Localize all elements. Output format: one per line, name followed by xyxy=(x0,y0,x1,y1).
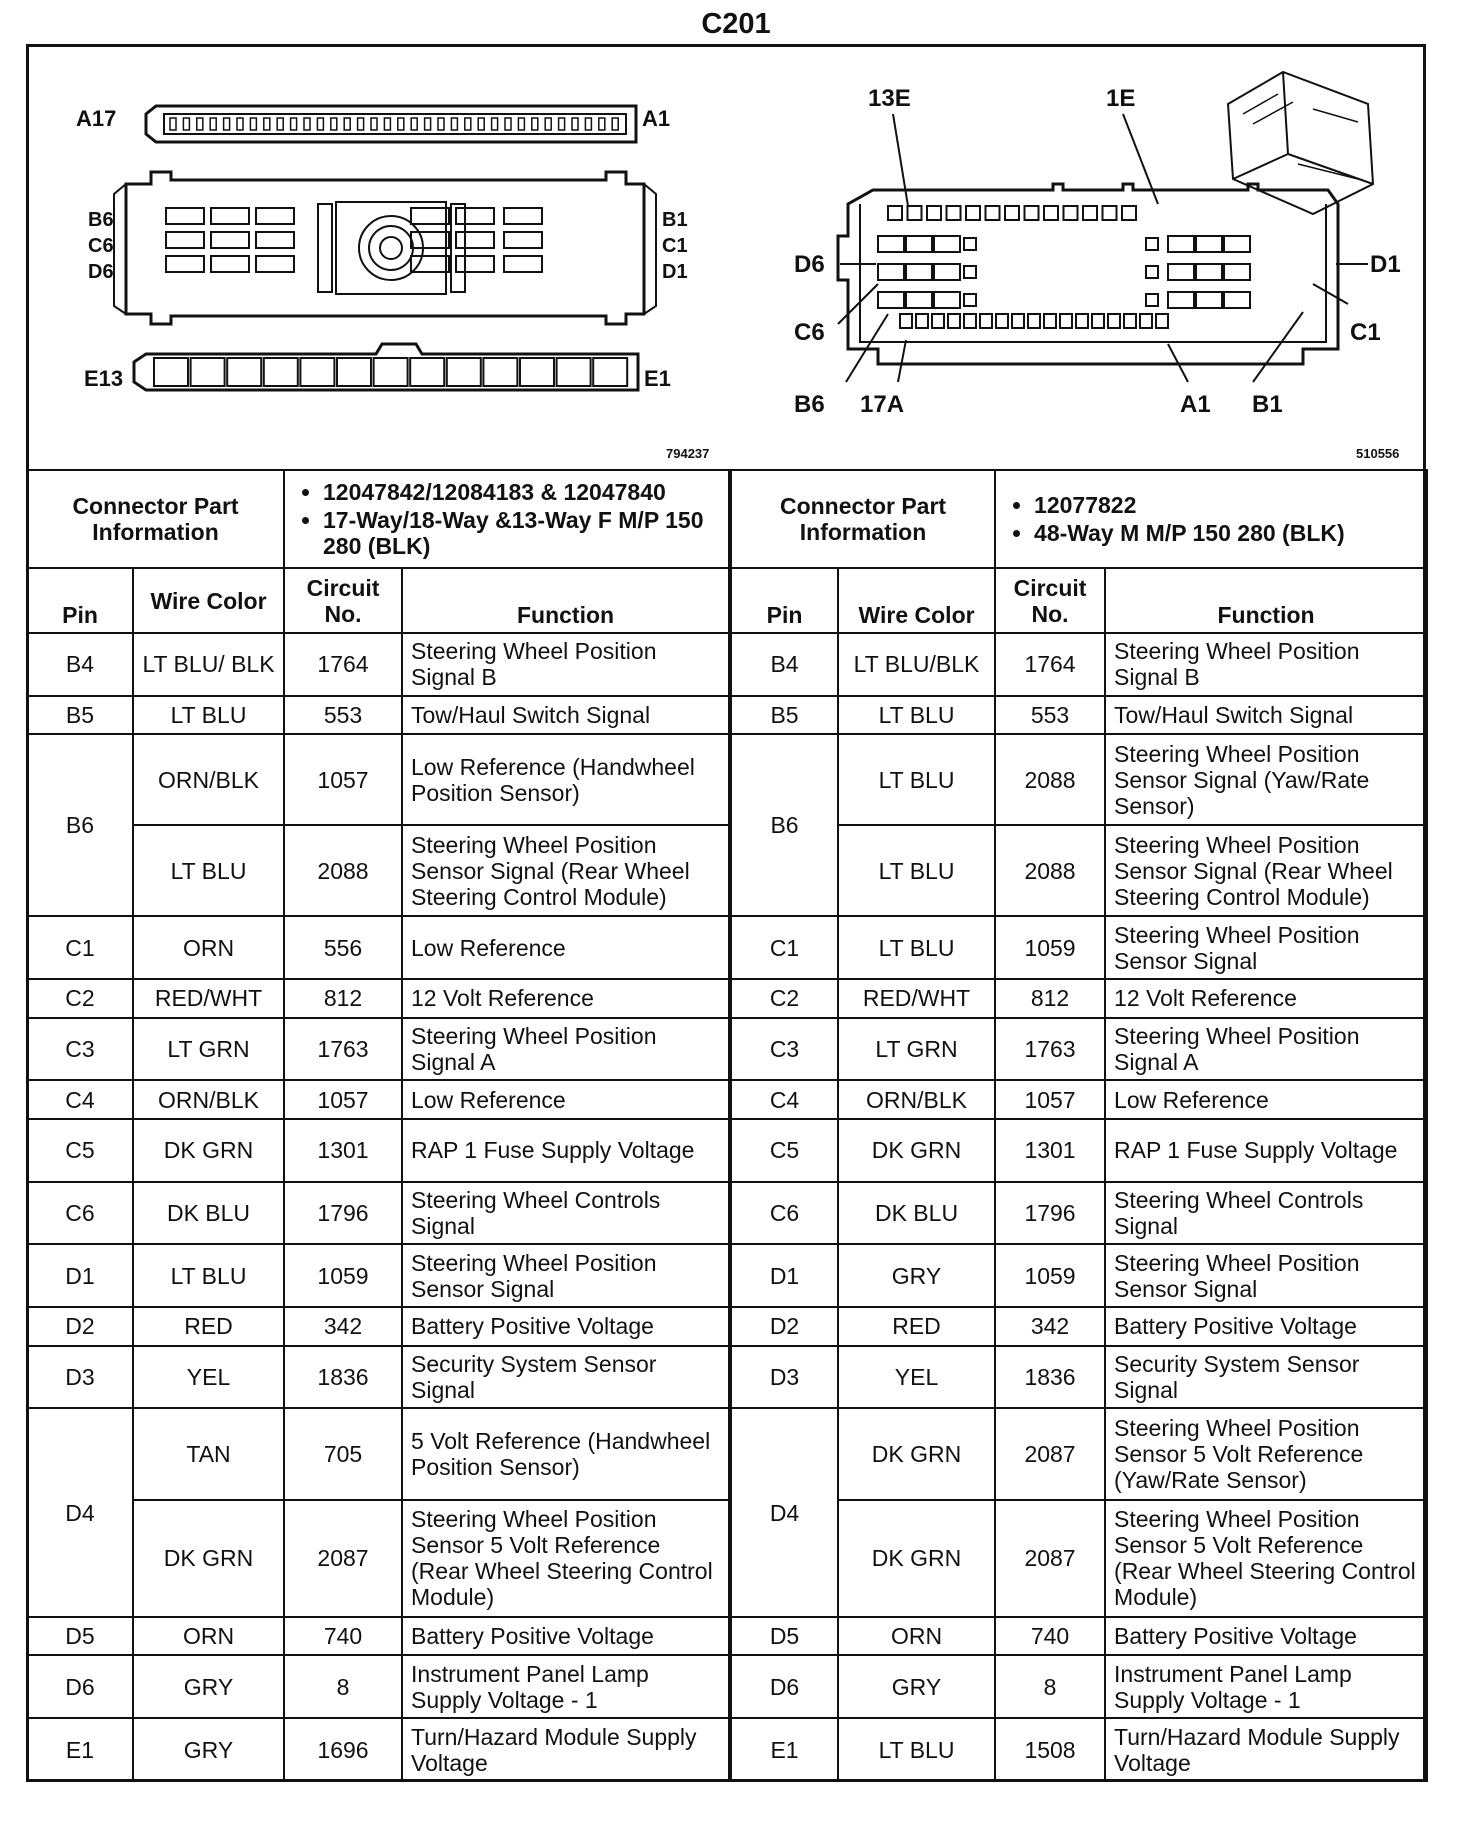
function-cell: Tow/Haul Switch Signal xyxy=(402,696,730,734)
right-connector-info-label: Connector Part Information xyxy=(730,470,995,568)
function-cell: Low Reference xyxy=(402,916,730,979)
right-circuit-cell: 812 xyxy=(995,979,1105,1017)
label-c1-right: C1 xyxy=(1350,319,1381,346)
wire-cell: DK GRN xyxy=(133,1500,284,1617)
wire-cell: ORN xyxy=(133,916,284,979)
wire-cell: LT BLU/ BLK xyxy=(133,633,284,696)
header-circuit-no: Circuit No. xyxy=(284,568,402,633)
pin-cell: D5 xyxy=(27,1617,133,1655)
label-17a: 17A xyxy=(860,391,905,418)
right-circuit-cell: 553 xyxy=(995,696,1105,734)
right-function-cell: Steering Wheel Position Sensor Signal xyxy=(1105,916,1427,979)
circuit-cell: 553 xyxy=(284,696,402,734)
header-wire-color: Wire Color xyxy=(133,568,284,633)
wire-cell: RED xyxy=(133,1307,284,1345)
right-wire-cell: LT BLU xyxy=(838,734,995,825)
right-circuit-cell: 2088 xyxy=(995,734,1105,825)
wire-cell: LT BLU xyxy=(133,825,284,916)
table-row xyxy=(27,633,1427,696)
header-wire-color-right: Wire Color xyxy=(838,568,995,633)
right-pin-cell: D2 xyxy=(730,1307,838,1345)
right-wire-cell: LT BLU xyxy=(838,916,995,979)
function-cell: 5 Volt Reference (Handwheel Position Sensor) xyxy=(402,1408,730,1499)
wire-cell: RED/WHT xyxy=(133,979,284,1017)
table-row xyxy=(27,916,1427,979)
pin-cell: B4 xyxy=(27,633,133,696)
right-function-cell: Battery Positive Voltage xyxy=(1105,1307,1427,1345)
right-circuit-cell: 1059 xyxy=(995,916,1105,979)
wire-cell: GRY xyxy=(133,1655,284,1718)
circuit-cell: 342 xyxy=(284,1307,402,1345)
wire-cell: LT BLU xyxy=(133,696,284,734)
left-connector-drawing xyxy=(26,44,728,469)
right-wire-cell: GRY xyxy=(838,1655,995,1718)
table-row xyxy=(27,1018,1427,1081)
table-row xyxy=(27,1617,1427,1655)
right-circuit-cell: 1059 xyxy=(995,1244,1105,1307)
label-b6-right: B6 xyxy=(794,391,825,418)
header-pin: Pin xyxy=(27,568,133,633)
right-part-number: • 12077822 xyxy=(1034,492,1422,518)
right-pin-cell: C2 xyxy=(730,979,838,1017)
right-function-cell: Steering Wheel Position Sensor 5 Volt Reference (Yaw/Rate Sensor) xyxy=(1105,1408,1427,1499)
right-function-cell: RAP 1 Fuse Supply Voltage xyxy=(1105,1119,1427,1182)
right-circuit-cell: 1057 xyxy=(995,1080,1105,1118)
right-function-cell: Tow/Haul Switch Signal xyxy=(1105,696,1427,734)
function-cell: 12 Volt Reference xyxy=(402,979,730,1017)
left-diagram-id: 794237 xyxy=(666,446,710,461)
table-row xyxy=(27,1080,1427,1118)
label-b1: B1 xyxy=(662,209,688,231)
right-pin-cell: D1 xyxy=(730,1244,838,1307)
right-circuit-cell: 1796 xyxy=(995,1182,1105,1245)
right-pin-cell: E1 xyxy=(730,1718,838,1781)
label-d1: D1 xyxy=(662,261,688,283)
table-row xyxy=(27,1718,1427,1781)
function-cell: Turn/Hazard Module Supply Voltage xyxy=(402,1718,730,1781)
wire-cell: DK BLU xyxy=(133,1182,284,1245)
header-function: Function xyxy=(402,568,730,633)
function-cell: Low Reference xyxy=(402,1080,730,1118)
table-row xyxy=(27,979,1427,1017)
pin-cell: B6 xyxy=(27,734,133,916)
right-wire-cell: RED/WHT xyxy=(838,979,995,1017)
circuit-cell: 1057 xyxy=(284,1080,402,1118)
circuit-cell: 740 xyxy=(284,1617,402,1655)
circuit-cell: 1763 xyxy=(284,1018,402,1081)
wire-cell: DK GRN xyxy=(133,1119,284,1182)
table-row xyxy=(27,1119,1427,1182)
label-d1-right: D1 xyxy=(1370,251,1401,278)
right-circuit-cell: 342 xyxy=(995,1307,1105,1345)
function-cell: Battery Positive Voltage xyxy=(402,1307,730,1345)
right-pin-cell: C5 xyxy=(730,1119,838,1182)
circuit-cell: 1696 xyxy=(284,1718,402,1781)
right-pin-cell: D5 xyxy=(730,1617,838,1655)
right-function-cell: Steering Wheel Position Sensor Signal (Rear Wheel Steering Control Module) xyxy=(1105,825,1427,916)
function-cell: Steering Wheel Position Signal A xyxy=(402,1018,730,1081)
function-cell: Steering Wheel Position Sensor Signal xyxy=(402,1244,730,1307)
left-connector-diagram xyxy=(26,44,728,469)
label-1e: 1E xyxy=(1106,85,1136,112)
wire-cell: LT BLU xyxy=(133,1244,284,1307)
right-circuit-cell: 1763 xyxy=(995,1018,1105,1081)
right-function-cell: Steering Wheel Position Sensor 5 Volt Reference (Rear Wheel Steering Control Module) xyxy=(1105,1500,1427,1617)
wire-cell: LT GRN xyxy=(133,1018,284,1081)
circuit-cell: 705 xyxy=(284,1408,402,1499)
table-row xyxy=(27,1182,1427,1245)
right-pin-cell: B5 xyxy=(730,696,838,734)
label-a1: A1 xyxy=(642,106,671,131)
right-pin-cell: B6 xyxy=(730,734,838,916)
circuit-cell: 1301 xyxy=(284,1119,402,1182)
label-d6: D6 xyxy=(88,261,114,283)
wire-cell: ORN xyxy=(133,1617,284,1655)
pin-cell: C2 xyxy=(27,979,133,1017)
table-row xyxy=(27,825,1427,916)
label-c6-right: C6 xyxy=(794,319,825,346)
header-circuit-no-right: Circuit No. xyxy=(995,568,1105,633)
right-wire-cell: LT GRN xyxy=(838,1018,995,1081)
function-cell: Low Reference (Handwheel Position Sensor) xyxy=(402,734,730,825)
right-circuit-cell: 1764 xyxy=(995,633,1105,696)
table-row xyxy=(27,1346,1427,1409)
pinout-table xyxy=(26,469,1428,1782)
circuit-cell: 1836 xyxy=(284,1346,402,1409)
circuit-cell: 2087 xyxy=(284,1500,402,1617)
table-row xyxy=(27,1408,1427,1499)
table-row xyxy=(27,696,1427,734)
label-e1: E1 xyxy=(644,366,671,391)
pin-cell: C3 xyxy=(27,1018,133,1081)
function-cell: Battery Positive Voltage xyxy=(402,1617,730,1655)
right-function-cell: 12 Volt Reference xyxy=(1105,979,1427,1017)
connector-info-row xyxy=(27,470,1427,568)
wire-cell: GRY xyxy=(133,1718,284,1781)
right-function-cell: Security System Sensor Signal xyxy=(1105,1346,1427,1409)
right-circuit-cell: 740 xyxy=(995,1617,1105,1655)
circuit-cell: 812 xyxy=(284,979,402,1017)
right-function-cell: Steering Wheel Position Signal B xyxy=(1105,633,1427,696)
label-e13: E13 xyxy=(84,366,124,391)
label-b6: B6 xyxy=(88,209,114,231)
function-cell: Instrument Panel Lamp Supply Voltage - 1 xyxy=(402,1655,730,1718)
right-circuit-cell: 2087 xyxy=(995,1500,1105,1617)
label-a1-right: A1 xyxy=(1180,391,1211,418)
function-cell: Steering Wheel Position Sensor Signal (Rear Wheel Steering Control Module) xyxy=(402,825,730,916)
right-wire-cell: LT BLU xyxy=(838,696,995,734)
circuit-cell: 556 xyxy=(284,916,402,979)
right-circuit-cell: 2087 xyxy=(995,1408,1105,1499)
right-connector-drawing xyxy=(728,44,1426,469)
wire-cell: YEL xyxy=(133,1346,284,1409)
function-cell: Steering Wheel Position Sensor 5 Volt Reference (Rear Wheel Steering Control Module) xyxy=(402,1500,730,1617)
pin-cell: D4 xyxy=(27,1408,133,1617)
right-wire-cell: ORN xyxy=(838,1617,995,1655)
right-function-cell: Steering Wheel Position Signal A xyxy=(1105,1018,1427,1081)
right-pin-cell: C4 xyxy=(730,1080,838,1118)
left-connector-info-label: Connector Part Information xyxy=(27,470,284,568)
right-pin-cell: D3 xyxy=(730,1346,838,1409)
table-row xyxy=(27,1307,1427,1345)
pin-cell: C1 xyxy=(27,916,133,979)
connector-title: C201 xyxy=(701,8,771,40)
label-a17: A17 xyxy=(76,106,117,131)
pin-cell: D2 xyxy=(27,1307,133,1345)
table-row xyxy=(27,1500,1427,1617)
right-connector-info xyxy=(995,470,1427,568)
pin-cell: C6 xyxy=(27,1182,133,1245)
table-header-row xyxy=(27,568,1427,633)
pin-cell: D1 xyxy=(27,1244,133,1307)
right-circuit-cell: 2088 xyxy=(995,825,1105,916)
right-function-cell: Turn/Hazard Module Supply Voltage xyxy=(1105,1718,1427,1781)
right-wire-cell: LT BLU xyxy=(838,1718,995,1781)
circuit-cell: 1796 xyxy=(284,1182,402,1245)
right-function-cell: Steering Wheel Controls Signal xyxy=(1105,1182,1427,1245)
table-row xyxy=(27,734,1427,825)
right-wire-cell: RED xyxy=(838,1307,995,1345)
left-part-number: • 12047842/12084183 & 12047840 xyxy=(323,479,724,505)
right-circuit-cell: 1836 xyxy=(995,1346,1105,1409)
right-wire-cell: DK GRN xyxy=(838,1119,995,1182)
header-pin-right: Pin xyxy=(730,568,838,633)
function-cell: Steering Wheel Controls Signal xyxy=(402,1182,730,1245)
table-row xyxy=(27,1655,1427,1718)
right-wire-cell: DK GRN xyxy=(838,1500,995,1617)
right-wire-cell: LT BLU/BLK xyxy=(838,633,995,696)
right-connector-diagram xyxy=(728,44,1426,469)
label-b1-right: B1 xyxy=(1252,391,1283,418)
left-part-description: • 17-Way/18-Way &13-Way F M/P 150 280 (BLK) xyxy=(323,507,724,559)
label-c6: C6 xyxy=(88,235,114,257)
wire-cell: TAN xyxy=(133,1408,284,1499)
pin-cell: D3 xyxy=(27,1346,133,1409)
right-function-cell: Battery Positive Voltage xyxy=(1105,1617,1427,1655)
label-13e: 13E xyxy=(868,85,911,112)
right-wire-cell: DK GRN xyxy=(838,1408,995,1499)
right-pin-cell: C3 xyxy=(730,1018,838,1081)
right-wire-cell: ORN/BLK xyxy=(838,1080,995,1118)
left-connector-info xyxy=(284,470,730,568)
pin-cell: C4 xyxy=(27,1080,133,1118)
pin-cell: E1 xyxy=(27,1718,133,1781)
right-function-cell: Low Reference xyxy=(1105,1080,1427,1118)
right-function-cell: Instrument Panel Lamp Supply Voltage - 1 xyxy=(1105,1655,1427,1718)
right-function-cell: Steering Wheel Position Sensor Signal (Yaw/Rate Sensor) xyxy=(1105,734,1427,825)
right-pin-cell: D4 xyxy=(730,1408,838,1617)
right-circuit-cell: 1508 xyxy=(995,1718,1105,1781)
right-diagram-id: 510556 xyxy=(1356,446,1400,461)
circuit-cell: 1059 xyxy=(284,1244,402,1307)
right-function-cell: Steering Wheel Position Sensor Signal xyxy=(1105,1244,1427,1307)
right-wire-cell: LT BLU xyxy=(838,825,995,916)
circuit-cell: 1057 xyxy=(284,734,402,825)
function-cell: Steering Wheel Position Signal B xyxy=(402,633,730,696)
right-wire-cell: GRY xyxy=(838,1244,995,1307)
pin-cell: D6 xyxy=(27,1655,133,1718)
function-cell: RAP 1 Fuse Supply Voltage xyxy=(402,1119,730,1182)
label-d6-right: D6 xyxy=(794,251,825,278)
circuit-cell: 1764 xyxy=(284,633,402,696)
pin-cell: C5 xyxy=(27,1119,133,1182)
right-circuit-cell: 1301 xyxy=(995,1119,1105,1182)
right-pin-cell: D6 xyxy=(730,1655,838,1718)
right-pin-cell: C1 xyxy=(730,916,838,979)
right-pin-cell: C6 xyxy=(730,1182,838,1245)
right-pin-cell: B4 xyxy=(730,633,838,696)
wire-cell: ORN/BLK xyxy=(133,1080,284,1118)
circuit-cell: 2088 xyxy=(284,825,402,916)
right-wire-cell: YEL xyxy=(838,1346,995,1409)
wire-cell: ORN/BLK xyxy=(133,734,284,825)
header-function-right: Function xyxy=(1105,568,1427,633)
table-row xyxy=(27,1244,1427,1307)
circuit-cell: 8 xyxy=(284,1655,402,1718)
function-cell: Security System Sensor Signal xyxy=(402,1346,730,1409)
right-circuit-cell: 8 xyxy=(995,1655,1105,1718)
right-part-description: • 48-Way M M/P 150 280 (BLK) xyxy=(1034,520,1422,546)
right-wire-cell: DK BLU xyxy=(838,1182,995,1245)
label-c1: C1 xyxy=(662,235,688,257)
pin-cell: B5 xyxy=(27,696,133,734)
